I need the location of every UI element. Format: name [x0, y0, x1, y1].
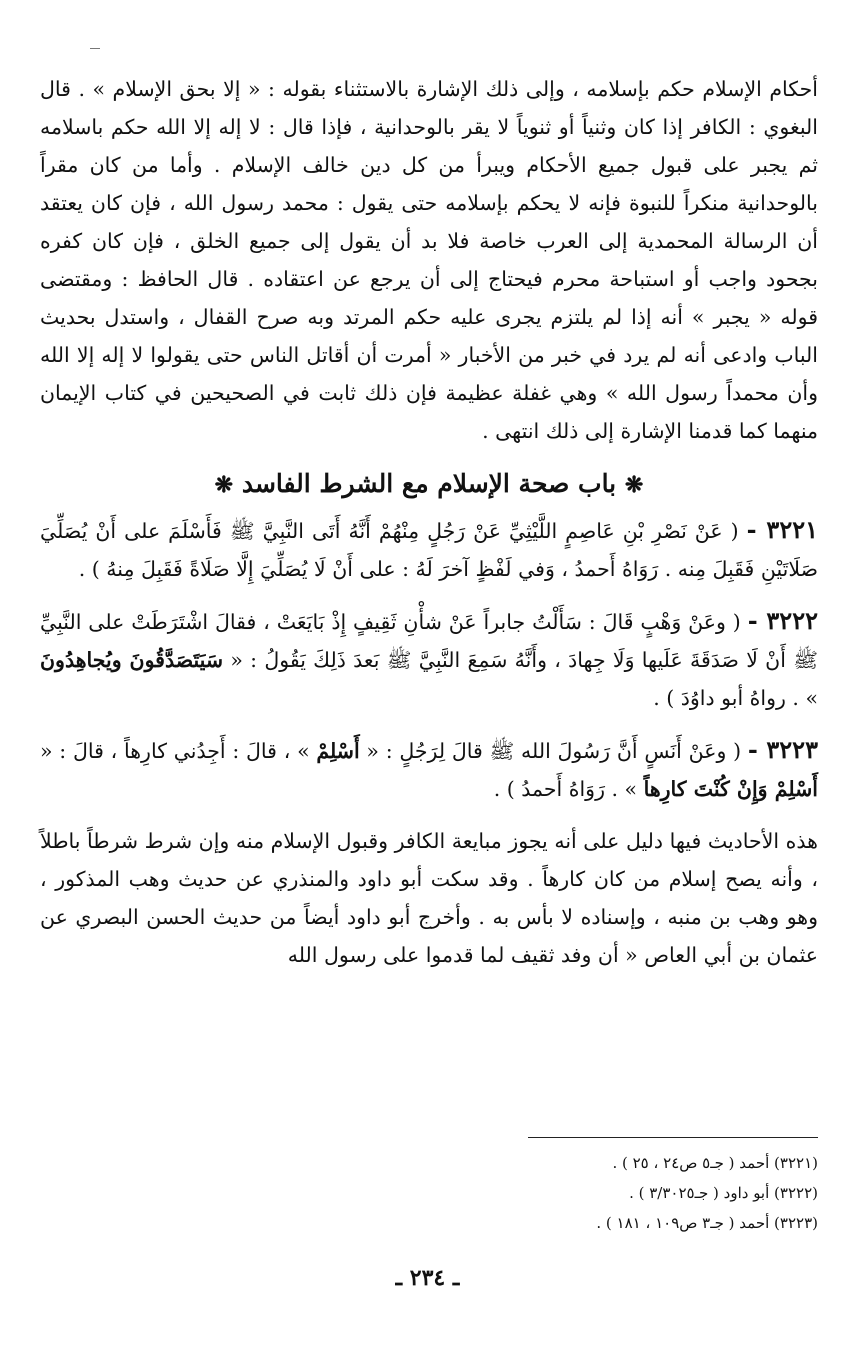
- top-mark: [90, 48, 100, 49]
- hadith-text-end: » . رَوَاهُ أَحمدُ ) .: [493, 777, 638, 801]
- commentary-paragraph: هذه الأحاديث فيها دليل على أنه يجوز مبايعة الكافر وقبول الإسلام منه وإن شرط شرطاً باطلاً ، وأنه يصح إسلام من كان كارهاً . وقد سكت أبو داود والمنذري عن حديث وهب المذكور ، وهو وهب بن منبه ، وإسناده لا بأس به . وأخرج أبو داود أيضاً من حديث الحسن البصري عن عثمان بن أبي العاص « أن وفد ثقيف لما قدموا على رسول الله: [40, 829, 818, 967]
- hadith-text: ( وعَنْ أَنَسٍ أَنَّ رَسُولَ الله ﷺ قالَ لِرَجُلٍ : «: [366, 739, 742, 763]
- footnote-item: (٣٢٢١) أحمد ( جـ٥ ص٢٤ ، ٢٥ ) .: [612, 1154, 818, 1172]
- footnote-item: (٣٢٢٢) أبو داود ( جـ٣/٣٠٢٥ ) .: [629, 1184, 818, 1202]
- hadith-text: ( عَنْ نَصْرِ بْنِ عَاصِمٍ اللَّيْثِيِّ عَنْ رَجُلٍ مِنْهُمْ أَنَّهُ أَتَى النَّبِيَّ ﷺ فَأَسْلَمَ على أَنْ يُصَلِّيَ صَلَاتَيْنِ فَقَبِلَ مِنه . رَوَاهُ أَحمدُ ، وَفي لَفْظٍ آخرَ لَهُ : على أَنْ لَا يُصَلِّيَ إِلَّا صَلَاةً فَقَبِلَ مِنهُ ) .: [40, 519, 818, 581]
- page-body: [40, 70, 818, 974]
- hadith-quote: سَيَتَصَدَّقُونَ ويُجاهِدُونَ: [40, 648, 224, 672]
- hadith-number: ٣٢٢١ -: [746, 515, 818, 544]
- hadith-quote-2: أَسْلِمْ وَإِنْ كُنْتَ كارِهاً: [643, 777, 818, 801]
- hadith-text-end: » . رواهُ أبو داوُدَ ) .: [653, 686, 818, 710]
- hadith-3223: [40, 731, 818, 808]
- footnotes: [40, 1148, 818, 1238]
- chapter-title: باب صحة الإسلام مع الشرط الفاسد: [241, 469, 617, 498]
- hadith-3221: [40, 511, 818, 588]
- chapter-heading: [40, 464, 818, 505]
- hadith-quote: أَسْلِمْ: [316, 739, 360, 763]
- opening-paragraph: أحكام الإسلام حكم بإسلامه ، وإلى ذلك الإشارة بالاستثناء بقوله : « إلا بحق الإسلام » . قال البغوي : الكافر إذا كان وثنياً أو ثنوياً لا يقر بالوحدانية ، فإذا قال : لا إله إلا الله حكم باسلامه ثم يجبر على قبول جميع الأحكام ويبرأ من كل دين خالف الإسلام . وأما من كان مقراً بالوحدانية منكراً للنبوة فإنه لا يحكم بإسلامه حتى يقول : محمد رسول الله ، فإن كان يعتقد أن الرسالة المحمدية إلى العرب خاصة فلا بد أن يقول إلى جميع الخلق ، فإن كان كفره بجحود واجب أو استباحة محرم فيحتاج إلى أن يرجع عن اعتقاده . قال الحافظ : ومقتضى قوله « يجبر » أنه إذا لم يلتزم يجرى عليه حكم المرتد وبه صرح القفال ، واستدل بحديث الباب وادعى أنه لم يرد في خبر من الأخبار « أمرت أن أقاتل الناس حتى يقولوا لا إله إلا الله وأن محمداً رسول الله » وهي غفلة عظيمة فإن ذلك ثابت في الصحيحين في كتاب الإيمان منهما كما قدمنا الإشارة إلى ذلك انتهى .: [40, 77, 818, 443]
- page-number: ـ ٢٣٤ ـ: [395, 1265, 460, 1291]
- hadith-number: ٣٢٢٢ -: [747, 606, 818, 635]
- ornament-star-icon: ❋: [624, 472, 644, 498]
- hadith-text: ( وعَنْ وَهْبٍ قَالَ : سَأَلْتُ جابراً عَنْ شأْنِ ثَقِيفٍ إِذْ بَايَعَتْ ، فقالَ اشْتَرَطَتْ على النَّبِيِّ ﷺ أَنْ لَا صَدَقَةَ عَلَيها وَلَا جِهادَ ، وأَنَّهُ سَمِعَ النَّبِيَّ ﷺ بَعدَ ذَلِكَ يَقُولُ : «: [40, 610, 818, 672]
- hadith-number: ٣٢٢٣ -: [747, 735, 818, 764]
- footnote-item: (٣٢٢٣) أحمد ( جـ٣ ص١٠٩ ، ١٨١ ) .: [596, 1214, 818, 1232]
- hadith-3222: [40, 602, 818, 717]
- hadith-text-mid: » ، قالَ : أَجِدُني كارِهاً ، قالَ : «: [40, 739, 310, 763]
- ornament-star-icon: ❋: [214, 472, 234, 498]
